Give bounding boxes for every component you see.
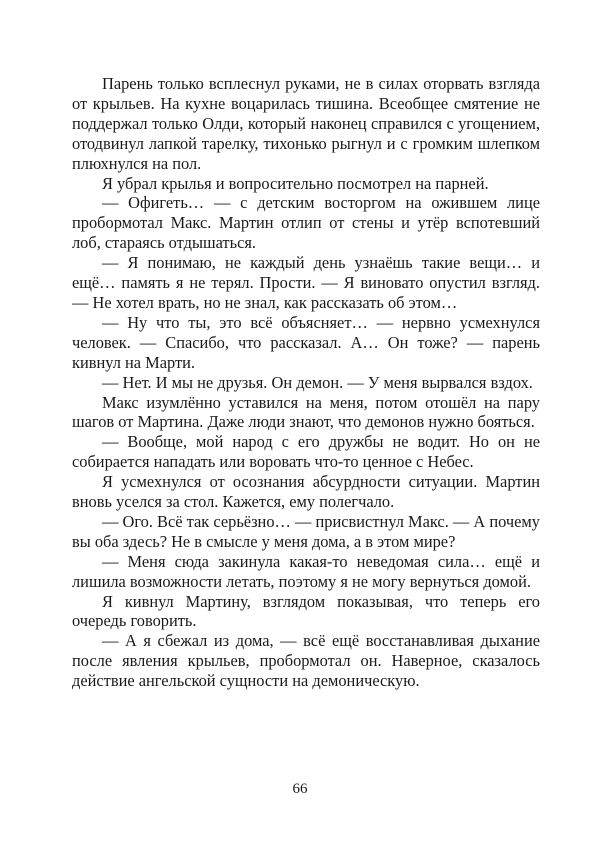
paragraph: Я кивнул Мартину, взглядом показывая, что теперь его очередь говорить. [72,591,540,631]
page-number: 66 [292,781,308,797]
body-text [72,74,540,691]
paragraph: — А я сбежал из дома, — всё ещё восстанавливая дыхание после явления крыльев, пробормотал он. Наверное, сказалось действие ангельской сущности на демоническую. [72,631,540,691]
paragraph: — Я понимаю, не каждый день узнаёшь такие вещи… и ещё… память я не терял. Прости. — Я виновато опустил взгляд. — Не хотел врать, но не знал, как рассказать об этом… [72,253,540,312]
paragraph: — Ну что ты, это всё объясняет… — нервно усмехнулся человек. — Спасибо, что рассказал. А… Он тоже? — парень кивнул на Марти. [72,312,540,372]
paragraph: Я усмехнулся от осознания абсурдности ситуации. Мартин вновь уселся за стол. Кажется, ему полегчало. [72,472,540,512]
paragraph: — Меня сюда закинула какая-то неведомая сила… ещё и лишила возможности летать, поэтому я не могу вернуться домой. [72,551,540,591]
paragraph: — Вообще, мой народ с его дружбы не водит. Но он не собирается нападать или воровать что-то ценное с Небес. [72,432,540,472]
paragraph: Парень только всплеснул руками, не в силах оторвать взгляда от крыльев. На кухне воцарилась тишина. Всеобщее смятение не поддержал только Олди, который наконец справился с угощением, отодвинул лапкой тарелку, тихонько рыгнул и с громким шлепком плюхнулся на пол. [72,74,540,173]
paragraph: Макс изумлённо уставился на меня, потом отошёл на пару шагов от Мартина. Даже люди знают, что демонов нужно бояться. [72,392,540,432]
paragraph: — Ого. Всё так серьёзно… — присвистнул Макс. — А почему вы оба здесь? Не в смысле у меня дома, а в этом мире? [72,511,540,551]
paragraph: — Офигеть… — с детским восторгом на ожившем лице пробормотал Макс. Мартин отлип от стены и утёр вспотевший лоб, стараясь отдышаться. [72,193,540,253]
paragraph: Я убрал крылья и вопросительно посмотрел на парней. [102,173,489,193]
paragraph: — Нет. И мы не друзья. Он демон. — У меня вырвался вздох. [102,372,533,392]
